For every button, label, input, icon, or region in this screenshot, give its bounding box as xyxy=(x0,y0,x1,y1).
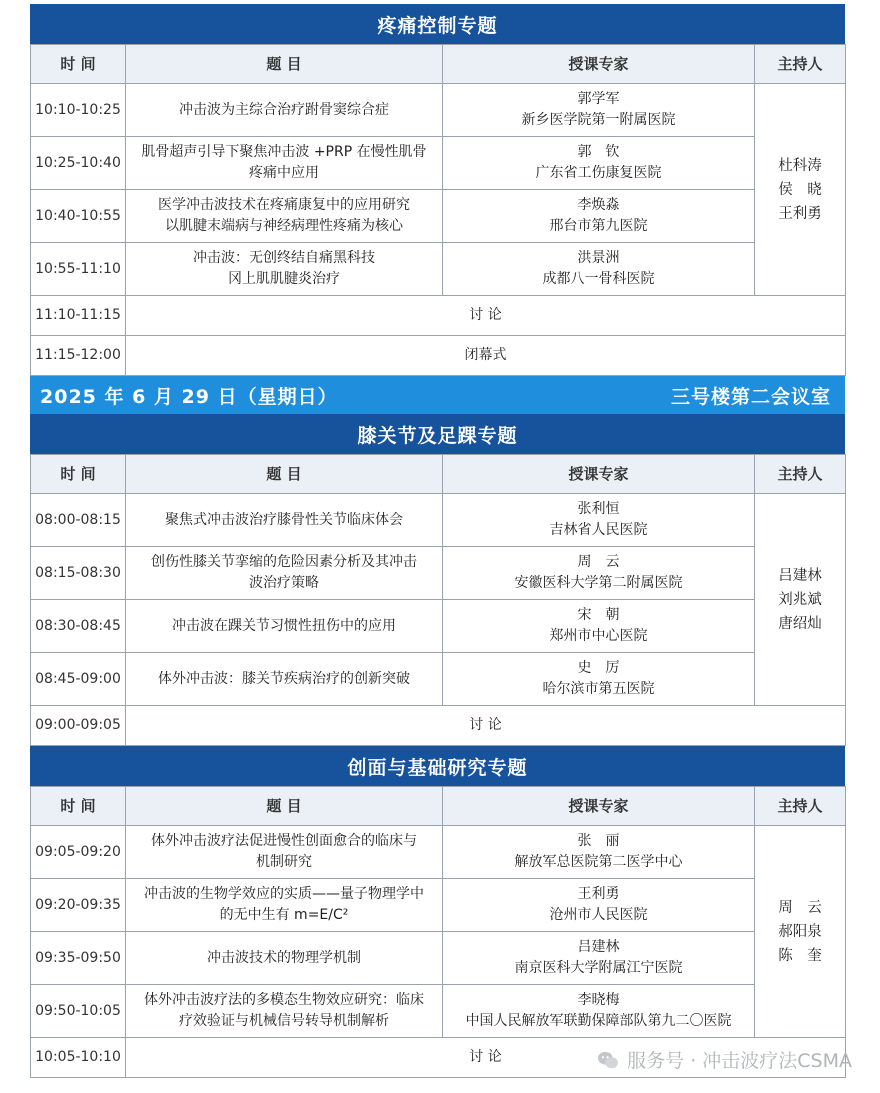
text-line: 侯 晓 xyxy=(778,181,822,198)
session-label: 讨 论 xyxy=(126,296,846,336)
text-line: 体外冲击波疗法的多模态生物效应研究：临床 xyxy=(144,992,424,1008)
section-title: 疼痛控制专题 xyxy=(30,4,845,44)
text-line: 张 丽 xyxy=(577,833,620,849)
speaker-cell xyxy=(443,190,755,243)
text-line: 以肌腱末端病与神经病理性疼痛为核心 xyxy=(165,218,403,234)
text-line: 郭学军 xyxy=(577,91,620,107)
text-line: 冲击波的生物学效应的实质——量子物理学中 xyxy=(144,886,424,902)
text-line: 解放军总医院第二医学中心 xyxy=(514,854,683,870)
speaker-cell xyxy=(443,653,755,706)
section-knee xyxy=(30,414,845,746)
header-row xyxy=(31,787,846,826)
text-line: 史 厉 xyxy=(577,660,620,676)
time-cell: 10:10-10:25 xyxy=(31,84,126,137)
host-cell xyxy=(755,494,846,706)
speaker-cell xyxy=(443,547,755,600)
host-cell xyxy=(755,84,846,296)
topic-cell xyxy=(126,84,443,137)
table-row xyxy=(31,932,846,985)
text-line: 安徽医科大学第二附属医院 xyxy=(514,575,683,591)
text-line: 沧州市人民医院 xyxy=(549,907,648,923)
text-line: 疼痛中应用 xyxy=(249,165,319,181)
time-cell: 10:55-11:10 xyxy=(31,243,126,296)
text-line: 陈 奎 xyxy=(778,947,822,964)
text-line: 邢台市第九医院 xyxy=(549,218,648,234)
schedule-table xyxy=(30,454,846,746)
text-line: 李晓梅 xyxy=(577,992,620,1008)
time-cell: 09:50-10:05 xyxy=(31,985,126,1038)
text-line: 吕建林 xyxy=(577,939,620,955)
session-row xyxy=(31,296,846,336)
time-cell: 09:35-09:50 xyxy=(31,932,126,985)
session-label: 讨 论 xyxy=(126,706,846,746)
text-line: 成都八一骨科医院 xyxy=(542,271,655,287)
date-label: 2025 年 6 月 29 日（星期日） xyxy=(40,385,338,408)
header-time: 时 间 xyxy=(31,787,126,826)
time-cell: 09:05-09:20 xyxy=(31,826,126,879)
header-host: 主持人 xyxy=(755,455,846,494)
table-row xyxy=(31,494,846,547)
text-line: 聚焦式冲击波治疗膝骨性关节临床体会 xyxy=(165,511,403,528)
topic-cell xyxy=(126,547,443,600)
text-line: 新乡医学院第一附属医院 xyxy=(521,112,676,128)
section-title: 创面与基础研究专题 xyxy=(30,746,845,786)
table-row xyxy=(31,243,846,296)
text-line: 体外冲击波疗法促进慢性创面愈合的临床与 xyxy=(151,833,417,849)
text-line: 肌骨超声引导下聚焦冲击波 +PRP 在慢性肌骨 xyxy=(141,144,427,160)
text-line: 哈尔滨市第五医院 xyxy=(542,681,655,697)
text-line: 冲击波为主综合治疗跗骨窦综合症 xyxy=(179,101,389,118)
header-time: 时 间 xyxy=(31,45,126,84)
text-line: 洪景洲 xyxy=(577,250,620,266)
text-line: 刘兆斌 xyxy=(778,591,822,608)
text-line: 波治疗策略 xyxy=(249,575,319,591)
text-line: 周 云 xyxy=(778,899,822,916)
topic-cell xyxy=(126,190,443,243)
table-row xyxy=(31,985,846,1038)
text-line: 唐绍灿 xyxy=(778,615,822,632)
speaker-cell xyxy=(443,985,755,1038)
header-speaker: 授课专家 xyxy=(443,787,755,826)
session-row xyxy=(31,706,846,746)
text-line: 中国人民解放军联勤保障部队第九二〇医院 xyxy=(465,1013,732,1029)
text-line: 李焕淼 xyxy=(577,197,620,213)
text-line: 体外冲击波：膝关节疾病治疗的创新突破 xyxy=(158,670,410,687)
venue-label: 三号楼第二会议室 xyxy=(670,385,831,408)
header-host: 主持人 xyxy=(755,45,846,84)
text-line: 郑州市中心医院 xyxy=(549,628,648,644)
header-row xyxy=(31,455,846,494)
schedule xyxy=(30,4,845,1078)
watermark-text: 服务号 · 冲击波疗法CSMA xyxy=(627,1050,852,1072)
schedule-table xyxy=(30,44,846,376)
text-line: 郭 钦 xyxy=(577,144,620,160)
header-topic: 题 目 xyxy=(126,455,443,494)
header-host: 主持人 xyxy=(755,787,846,826)
session-label: 闭幕式 xyxy=(126,336,846,376)
text-line: 周 云 xyxy=(577,554,620,570)
text-line: 广东省工伤康复医院 xyxy=(535,165,662,181)
speaker-cell xyxy=(443,932,755,985)
text-line: 吕建林 xyxy=(778,567,822,584)
session-row xyxy=(31,336,846,376)
text-line: 吉林省人民医院 xyxy=(549,522,648,538)
topic-cell xyxy=(126,653,443,706)
text-line: 冲击波在踝关节习惯性扭伤中的应用 xyxy=(172,617,396,634)
text-line: 郝阳泉 xyxy=(778,923,822,940)
topic-cell xyxy=(126,600,443,653)
text-line: 南京医科大学附属江宁医院 xyxy=(514,960,683,976)
text-line: 杜科涛 xyxy=(778,157,822,174)
host-cell xyxy=(755,826,846,1038)
text-line: 创伤性膝关节挛缩的危险因素分析及其冲击 xyxy=(151,554,417,570)
table-row xyxy=(31,547,846,600)
watermark xyxy=(597,1046,852,1073)
time-cell: 08:45-09:00 xyxy=(31,653,126,706)
topic-cell xyxy=(126,985,443,1038)
table-row xyxy=(31,600,846,653)
text-line: 医学冲击波技术在疼痛康复中的应用研究 xyxy=(158,197,410,213)
speaker-cell xyxy=(443,826,755,879)
header-speaker: 授课专家 xyxy=(443,455,755,494)
header-speaker: 授课专家 xyxy=(443,45,755,84)
speaker-cell xyxy=(443,243,755,296)
time-cell: 08:30-08:45 xyxy=(31,600,126,653)
schedule-table xyxy=(30,786,846,1078)
table-row xyxy=(31,653,846,706)
time-cell: 10:05-10:10 xyxy=(31,1038,126,1078)
table-row xyxy=(31,826,846,879)
text-line: 冈上肌肌腱炎治疗 xyxy=(228,271,340,287)
text-line: 王利勇 xyxy=(577,886,620,902)
text-line: 冲击波：无创终结自痛黑科技 xyxy=(193,250,375,266)
speaker-cell xyxy=(443,600,755,653)
time-cell: 09:00-09:05 xyxy=(31,706,126,746)
section-title: 膝关节及足踝专题 xyxy=(30,414,845,454)
header-topic: 题 目 xyxy=(126,45,443,84)
time-cell: 09:20-09:35 xyxy=(31,879,126,932)
time-cell: 08:00-08:15 xyxy=(31,494,126,547)
topic-cell xyxy=(126,932,443,985)
text-line: 的无中生有 m=E/C² xyxy=(219,907,349,923)
text-line: 张利恒 xyxy=(577,501,620,517)
topic-cell xyxy=(126,137,443,190)
table-row xyxy=(31,137,846,190)
header-topic: 题 目 xyxy=(126,787,443,826)
header-time: 时 间 xyxy=(31,455,126,494)
session-label: 讨 论 xyxy=(126,1038,846,1078)
topic-cell xyxy=(126,879,443,932)
header-row xyxy=(31,45,846,84)
wechat-icon xyxy=(597,1050,619,1070)
section-pain xyxy=(30,4,845,376)
table-row xyxy=(31,190,846,243)
date-band xyxy=(30,376,845,414)
time-cell: 10:25-10:40 xyxy=(31,137,126,190)
speaker-cell xyxy=(443,84,755,137)
text-line: 机制研究 xyxy=(256,854,312,870)
topic-cell xyxy=(126,243,443,296)
table-row xyxy=(31,879,846,932)
speaker-cell xyxy=(443,137,755,190)
table-row xyxy=(31,84,846,137)
text-line: 王利勇 xyxy=(778,205,822,222)
speaker-cell xyxy=(443,879,755,932)
time-cell: 08:15-08:30 xyxy=(31,547,126,600)
time-cell: 11:10-11:15 xyxy=(31,296,126,336)
speaker-cell xyxy=(443,494,755,547)
text-line: 疗效验证与机械信号转导机制解析 xyxy=(179,1013,389,1029)
topic-cell xyxy=(126,494,443,547)
time-cell: 10:40-10:55 xyxy=(31,190,126,243)
topic-cell xyxy=(126,826,443,879)
text-line: 冲击波技术的物理学机制 xyxy=(207,949,361,966)
text-line: 宋 朝 xyxy=(577,607,620,623)
section-wound xyxy=(30,746,845,1078)
time-cell: 11:15-12:00 xyxy=(31,336,126,376)
